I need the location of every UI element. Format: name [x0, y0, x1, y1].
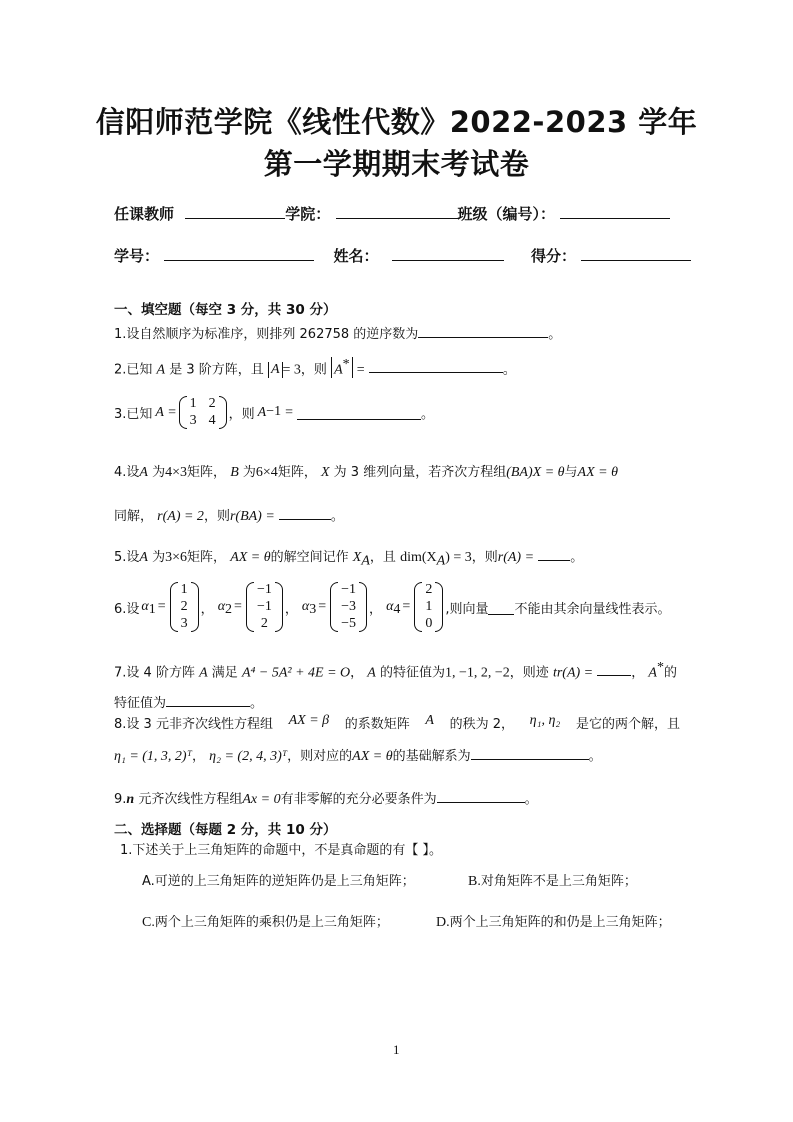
- q8-etas: η₁, η₂: [529, 713, 561, 728]
- q6-pre: 6.设: [114, 601, 140, 617]
- class-label: 班级（编号）：: [457, 205, 556, 223]
- q4-pre: 4.设: [114, 465, 140, 480]
- teacher-label: 任课教师: [114, 205, 175, 223]
- q8-pre: 8.设 3 元非齐次线性方程组: [114, 717, 273, 732]
- q8-post: 是它的两个解，且: [575, 717, 680, 732]
- q5-dim-expr: dim(X: [400, 550, 437, 565]
- q4-end: 。: [330, 509, 344, 524]
- q3-eq: =: [285, 404, 294, 420]
- q3-matrix: [179, 396, 227, 429]
- college-label: 学院：: [285, 205, 331, 223]
- option-b-letter: B.: [468, 874, 481, 889]
- q5-then: ，则: [471, 550, 498, 565]
- q3-end: 。: [421, 407, 435, 422]
- q9-n: n: [126, 792, 135, 807]
- q6-alpha3-sub: 3: [309, 602, 317, 617]
- q6-alpha2-sub: 2: [225, 602, 233, 617]
- option-d[interactable]: [436, 911, 671, 931]
- teacher-blank[interactable]: [185, 204, 285, 219]
- q6-v4-1: 1: [425, 599, 433, 614]
- option-a[interactable]: A.可逆的上三角矩阵的逆矩阵仍是上三角矩阵；: [142, 874, 415, 889]
- q4-eq2: AX = θ: [577, 465, 618, 480]
- q6-vector-1: [170, 582, 199, 632]
- q8-A: A: [425, 713, 434, 728]
- page-number: 1: [393, 1042, 400, 1057]
- info-row-1: [114, 203, 670, 224]
- option-d-text: 两个上三角矩阵的和仍是上三角矩阵；: [449, 915, 671, 930]
- q4-with: 与: [564, 465, 578, 480]
- q6-post2: 不能由其余向量线性表示。: [514, 601, 671, 617]
- q7-pre: 7.设 4 阶方阵: [114, 665, 195, 681]
- section2-heading: 二、选择题（每题 2 分，共 10 分）: [114, 822, 337, 838]
- q6-blank[interactable]: [488, 600, 514, 615]
- q7-tr: tr(A) =: [552, 665, 594, 681]
- q7-cond: 满足: [211, 665, 238, 681]
- q7-eig-blank[interactable]: [166, 692, 250, 707]
- q1-blank[interactable]: [418, 323, 548, 338]
- choice-question-1: 1.下述关于上三角矩阵的命题中，不是真命题的有【 】。: [120, 843, 443, 858]
- question-2: [114, 357, 516, 378]
- q3-A-eq: A =: [155, 404, 177, 420]
- q2-mid1: 是 3 阶方阵，且: [169, 362, 264, 378]
- q7-eig: 的特征值为: [379, 665, 445, 681]
- q3-Ainv: A: [257, 404, 267, 420]
- q4-blank[interactable]: [279, 505, 331, 520]
- title-line-2: 第一学期期末考试卷: [263, 147, 530, 181]
- q9-pre: 9.: [114, 792, 127, 807]
- q8-then: ，则对应的: [287, 749, 353, 764]
- q6-sep2: ，: [284, 601, 298, 617]
- score-label: 得分：: [530, 247, 576, 265]
- q3-m22: 4: [208, 413, 216, 428]
- info-row-2: [114, 245, 691, 266]
- q6-v3-0: −1: [341, 582, 357, 597]
- option-c-letter: C.: [142, 915, 155, 930]
- q8-eq: AX = β: [288, 713, 330, 728]
- q5-mat: 矩阵，: [187, 550, 227, 565]
- q8-end: 。: [588, 749, 602, 764]
- q6-vector-3: [330, 582, 367, 632]
- q6-v1-1: 2: [180, 599, 188, 614]
- q4-then: ，则: [203, 509, 230, 524]
- q4-line2-pre: 同解，: [114, 509, 154, 524]
- q6-v3-1: −3: [341, 599, 357, 614]
- q5-XA: X: [352, 550, 362, 565]
- q6-v2-0: −1: [256, 582, 272, 597]
- q4-B: B: [230, 465, 239, 480]
- name-blank[interactable]: [392, 246, 504, 261]
- question-4-line-2: [114, 505, 344, 525]
- q3-blank[interactable]: [297, 405, 421, 420]
- question-7-line-1: [114, 660, 677, 681]
- q3-inv: −1: [266, 404, 282, 419]
- q7-comma: ，: [631, 665, 645, 681]
- option-b-text: 对角矩阵不是上三角矩阵；: [480, 874, 637, 889]
- question-7-line-2: [114, 692, 263, 711]
- q1-end: 。: [548, 327, 562, 342]
- q3-m12: 2: [208, 396, 216, 411]
- q6-alpha4: α: [386, 599, 394, 614]
- q5-dim-end: ) = 3: [445, 550, 472, 565]
- q9-mid: 元齐次线性方程组: [138, 792, 243, 807]
- q4-vec: 为 3 维列向量，若齐次方程组: [333, 465, 507, 480]
- question-8-line-2: [114, 745, 602, 765]
- q5-blank[interactable]: [538, 546, 570, 561]
- q6-v4-0: 2: [425, 582, 433, 597]
- section1-heading: 一、填空题（每空 3 分，共 30 分）: [114, 302, 337, 318]
- q8-eta1: η₁ = (1, 3, 2)ᵀ: [114, 749, 192, 764]
- q7-Astar: A: [648, 665, 657, 681]
- q4-mat2: 矩阵，: [277, 465, 317, 480]
- question-9: [114, 788, 538, 808]
- q9-post: 有非零解的充分必要条件为: [280, 792, 437, 807]
- q5-XAsub: A: [361, 553, 370, 569]
- q6-v1-2: 3: [180, 616, 188, 631]
- q9-end: 。: [524, 792, 538, 807]
- q4-dim2: 6×4: [255, 465, 278, 480]
- q4-A: A: [139, 465, 148, 480]
- q2-eq3: = 3: [282, 362, 301, 378]
- q2-pre: 2.已知: [114, 362, 153, 378]
- q5-sol: 的解空间记作: [270, 550, 349, 565]
- q5-end: 。: [570, 550, 584, 565]
- q7-mid: ，: [350, 665, 364, 681]
- q6-v2-2: 2: [260, 616, 268, 631]
- q5-A: A: [139, 550, 148, 565]
- q6-alpha2: α: [217, 599, 226, 614]
- q2-detA: A: [268, 362, 283, 378]
- q5-is: 为: [152, 550, 166, 565]
- option-b[interactable]: [468, 870, 637, 890]
- option-c-text: 两个上三角矩阵的乘积仍是上三角矩阵；: [154, 915, 389, 930]
- q2-adjA: A: [334, 362, 343, 378]
- question-6: 6.设 α 1 = 1 2 3 ， α 2 = −1 −1 2 ， α 3 = −1 −3 −5 ， α 4 = 2 1 0 ,则向量 不能由其余向量线性表示。: [114, 582, 671, 631]
- college-blank[interactable]: [336, 204, 458, 219]
- q2-A: A: [156, 362, 166, 378]
- q2-star: *: [342, 357, 350, 372]
- q2-eq: =: [356, 362, 365, 378]
- q9-eq: Ax = 0: [242, 792, 281, 807]
- q7-A2: A: [367, 665, 376, 681]
- q6-alpha1-sub: 1: [148, 602, 156, 617]
- q4-eq1: (BA)X = θ: [506, 465, 565, 480]
- q8-eta2: η₂ = (2, 4, 3)ᵀ: [209, 749, 288, 764]
- question-1: [114, 323, 561, 342]
- q8-eq2: AX = θ: [352, 749, 393, 764]
- q6-vector-4: [414, 582, 443, 632]
- q6-vector-2: [246, 582, 283, 632]
- q6-alpha1: α: [141, 599, 149, 614]
- q4-rA: r(A) = 2: [157, 509, 204, 524]
- q5-and: ，且: [369, 550, 396, 565]
- question-4-line-1: [114, 461, 618, 481]
- q6-alpha4-sub: 4: [393, 602, 401, 617]
- q6-v4-2: 0: [425, 616, 433, 631]
- q3-m11: 1: [189, 396, 197, 411]
- q7-A: A: [199, 665, 208, 681]
- q1-text: 1.设自然顺序为标准序，则排列 262758 的逆序数为: [114, 327, 419, 342]
- q7-line2: 特征值为: [114, 696, 167, 711]
- q4-rBA: r(BA) =: [229, 509, 275, 524]
- q3-pre: 3.已知: [114, 407, 153, 422]
- q4-is2: 为: [242, 465, 256, 480]
- q6-alpha3: α: [301, 599, 310, 614]
- q7-eq: A⁴ − 5A² + 4E = O: [241, 665, 351, 681]
- title-line-1: 信阳师范学院《线性代数》2022-2023 学年: [95, 105, 698, 139]
- q7-end: 。: [250, 696, 264, 711]
- option-c[interactable]: [142, 911, 389, 931]
- score-blank[interactable]: [581, 246, 691, 261]
- question-5: [114, 546, 583, 570]
- q4-dim1: 4×3: [165, 465, 188, 480]
- q5-rA: r(A) =: [497, 550, 535, 565]
- q5-pre: 5.设: [114, 550, 140, 565]
- q2-end: 。: [502, 362, 516, 378]
- q8-mid: 的系数矩阵: [344, 717, 410, 732]
- name-label: 姓名：: [333, 247, 379, 265]
- q4-mat1: 矩阵，: [187, 465, 227, 480]
- q7-star: *: [656, 660, 664, 675]
- q8-rank: 的秩为 2，: [449, 717, 515, 732]
- question-8-line-1: [114, 713, 680, 732]
- class-blank[interactable]: [560, 204, 670, 219]
- question-3: [114, 396, 434, 429]
- q6-post: ,则向量: [445, 601, 489, 617]
- q3-mid: ，则: [228, 407, 255, 422]
- q6-sep3: ，: [369, 601, 383, 617]
- q9-blank[interactable]: [437, 788, 525, 803]
- q5-dim-sub: A: [436, 553, 446, 569]
- student-id-label: 学号：: [114, 247, 160, 265]
- q7-trace-blank[interactable]: [597, 661, 631, 676]
- q6-sep1: ，: [200, 601, 214, 617]
- q6-v3-2: −5: [341, 616, 357, 631]
- q5-dim: 3×6: [165, 550, 188, 565]
- q7-then: ，则迹: [509, 665, 549, 681]
- q8-sep: ，: [192, 749, 206, 764]
- q5-eq: AX = θ: [230, 550, 271, 565]
- student-id-blank[interactable]: [164, 246, 314, 261]
- q2-mid2: ，则: [300, 362, 327, 378]
- q4-is: 为: [152, 465, 166, 480]
- q7-vals: 1, −1, 2, −2: [445, 665, 510, 681]
- q6-v2-1: −1: [256, 599, 272, 614]
- q6-v1-0: 1: [180, 582, 188, 597]
- q2-blank[interactable]: [369, 358, 503, 373]
- q4-X: X: [320, 465, 330, 480]
- q3-m21: 3: [189, 413, 197, 428]
- q7-of: 的: [663, 665, 677, 681]
- q8-basis: 的基础解系为: [392, 749, 471, 764]
- option-d-letter: D.: [436, 915, 450, 930]
- q8-blank[interactable]: [471, 745, 589, 760]
